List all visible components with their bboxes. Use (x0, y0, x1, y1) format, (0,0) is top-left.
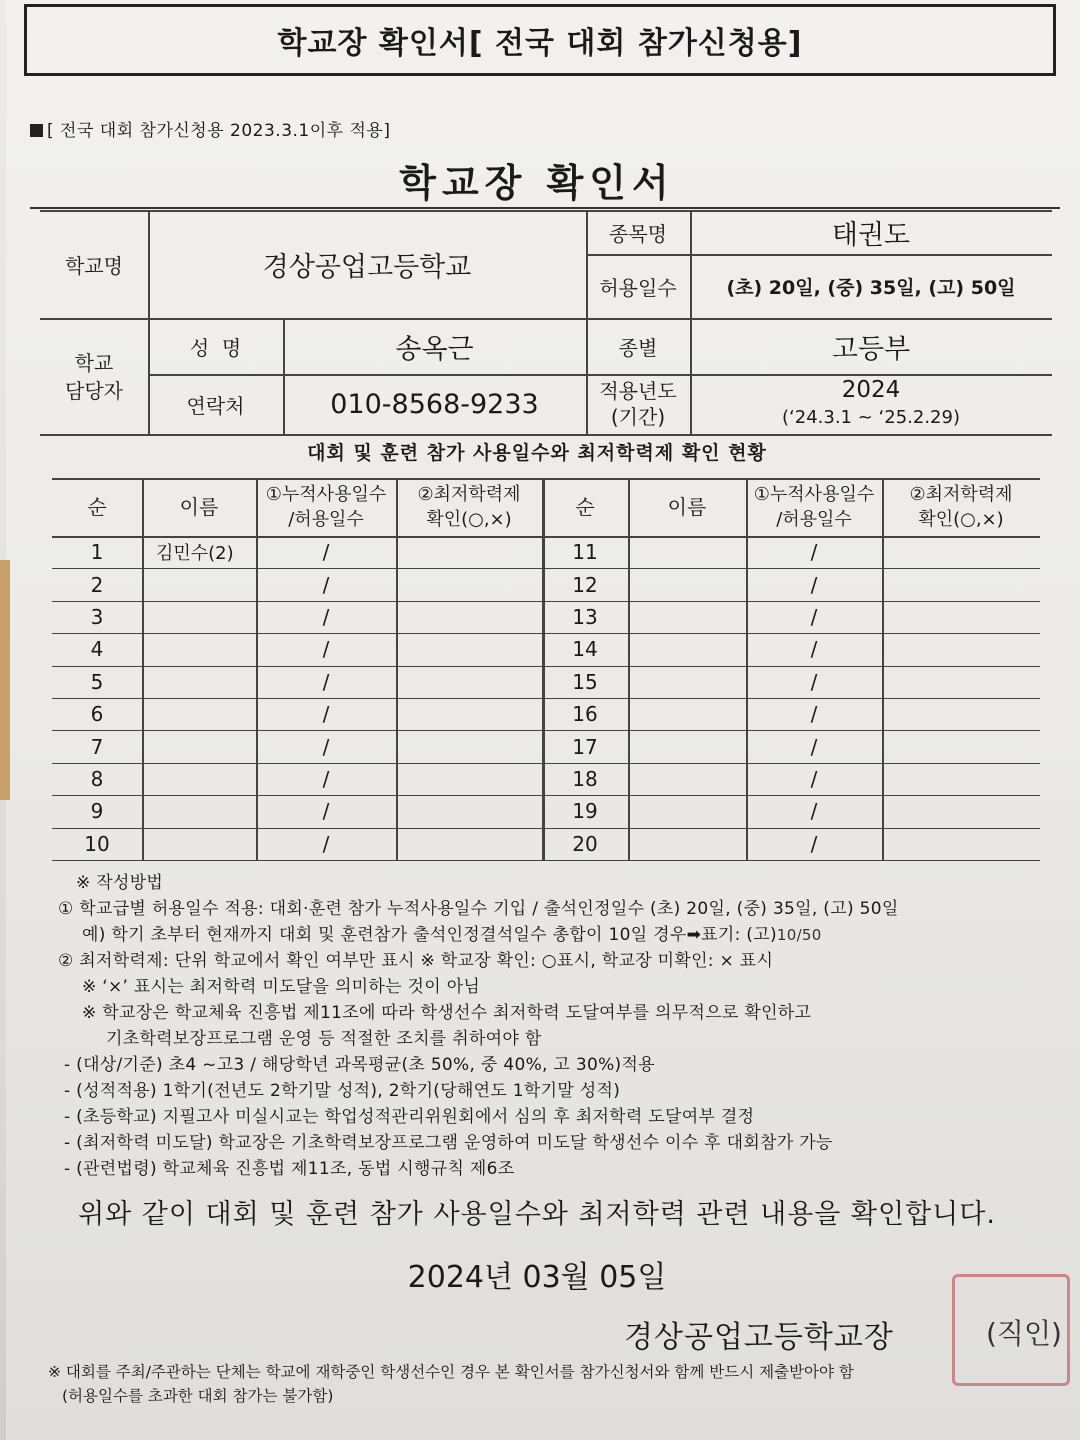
note-2b: ※ 학교장은 학교체육 진흥법 제11조에 따라 학생선수 최저학력 도달여부를 의무적으로 확인하고 (82, 1003, 812, 1023)
sport-value: 태권도 (831, 219, 911, 251)
note-1-example (58, 922, 1048, 948)
header-check-right-line1: ②최저학력제 (909, 484, 1013, 505)
period-value (690, 374, 1052, 434)
days-used-cell: / (322, 734, 330, 759)
min-academic-check-cell (882, 666, 1040, 698)
period-label (586, 374, 690, 434)
student-name-cell (628, 795, 746, 827)
student-name-cell (142, 828, 256, 860)
min-academic-check-cell (396, 601, 542, 633)
days-used-cell: / (322, 604, 330, 629)
subheading-text: [ 전국 대회 참가신청용 2023.3.1이후 적용] (47, 121, 391, 141)
min-academic-check-cell (396, 633, 542, 665)
days-used-cell: / (810, 669, 818, 694)
footer-line-1: ※ 대회를 주최/주관하는 단체는 학교에 재학중인 학생선수인 경우 본 확인서를 참가신청서와 함께 반드시 제출받아야 함 (48, 1363, 854, 1381)
header-check-right-line2: 확인(○,×) (918, 509, 1004, 530)
days-used-cell: / (322, 766, 330, 791)
row-number: 18 (572, 766, 598, 791)
row-number: 15 (572, 669, 598, 694)
school-name-value: 경상공업고등학교 (262, 251, 472, 283)
student-name-cell (628, 601, 746, 633)
days-used-cell: / (810, 604, 818, 629)
row-number: 16 (572, 702, 598, 727)
row-number: 13 (572, 604, 598, 629)
sport-label: 종목명 (609, 221, 667, 246)
min-academic-check-cell (396, 828, 542, 860)
title-divider (30, 207, 1060, 209)
name-label: 성 명 (189, 335, 242, 360)
header-check-left-line1: ②최저학력제 (417, 484, 521, 505)
note-2a: ※ ‘×’ 표시는 최저학력 미도달을 의미하는 것이 아님 (82, 977, 481, 997)
student-name-cell (142, 601, 256, 633)
period-label-line1: 적용년도 (599, 379, 677, 403)
row-number: 12 (572, 572, 598, 597)
days-used-cell: / (810, 799, 818, 824)
min-academic-check-cell (882, 763, 1040, 795)
row-number: 11 (572, 540, 598, 565)
days-used-cell: / (810, 702, 818, 727)
period-range: (‘24.3.1 ~ ‘25.2.29) (782, 407, 960, 428)
note-bullet-1: - (대상/기준) 초4 ~고3 / 해당학년 과목평균(초 50%, 중 40%, 고 30%)적용 (64, 1055, 655, 1075)
min-academic-check-cell (396, 536, 542, 568)
student-name-cell (142, 568, 256, 600)
header-check-left (396, 478, 542, 536)
note-2c: 기초학력보장프로그램 운영 등 적절한 조치를 취하여야 함 (106, 1029, 542, 1049)
note-2: ② 최저학력제: 단위 학교에서 확인 여부만 표시 ※ 학교장 확인: ○표시, 학교장 미확인: × 표시 (58, 951, 774, 971)
min-academic-check-cell (396, 730, 542, 762)
row-number: 20 (572, 831, 598, 856)
days-used-cell: / (322, 669, 330, 694)
min-academic-check-cell (396, 698, 542, 730)
header-name-left: 이름 (179, 494, 219, 519)
phone-value: 010-8568-9233 (330, 388, 539, 420)
division-label: 종별 (618, 335, 658, 360)
days-used-cell: / (322, 540, 330, 565)
contact-person-label (40, 318, 148, 436)
header-days-right-line2: /허용일수 (776, 509, 852, 530)
min-academic-check-cell (882, 633, 1040, 665)
min-academic-check-cell (882, 828, 1040, 860)
year-value: 2024 (841, 377, 901, 403)
division-value: 고등부 (831, 333, 911, 365)
student-name-cell (628, 666, 746, 698)
header-days-left-line1: ①누적사용일수 (265, 484, 387, 505)
header-days-right (746, 478, 882, 536)
student-name-cell (628, 633, 746, 665)
row-number: 6 (90, 702, 104, 727)
contact-person-label-line2: 담당자 (65, 379, 123, 403)
min-academic-check-cell (396, 763, 542, 795)
student-name-cell (628, 730, 746, 762)
min-academic-check-cell (882, 698, 1040, 730)
student-name-cell (142, 730, 256, 762)
school-name-label: 학교명 (65, 253, 123, 278)
issue-date: 2024년 03월 05일 (407, 1260, 667, 1295)
document-title: 학교장 확인서 (399, 161, 675, 205)
student-name-cell (142, 666, 256, 698)
note-1-example-value: 10/50 (776, 926, 822, 944)
note-bullet-5: - (관련법령) 학교체육 진흥법 제11조, 동법 시행규칙 제6조 (64, 1159, 515, 1179)
header-days-left-line2: /허용일수 (288, 509, 364, 530)
row-number: 2 (90, 572, 104, 597)
notes-heading: ※ 작성방법 (76, 873, 164, 893)
footer-line-2: (허용일수를 초과한 대회 참가는 불가함) (62, 1387, 334, 1405)
header-name-right: 이름 (667, 494, 707, 519)
row-number: 8 (90, 766, 104, 791)
row-number: 19 (572, 799, 598, 824)
min-academic-check-cell (882, 730, 1040, 762)
days-used-cell: / (810, 766, 818, 791)
min-academic-check-cell (882, 568, 1040, 600)
note-bullet-3: - (초등학교) 지필고사 미실시교는 학업성적관리위원회에서 심의 후 최저학력 도달여부 결정 (64, 1107, 755, 1127)
header-days-left (256, 478, 396, 536)
row-number: 17 (572, 734, 598, 759)
header-check-right (882, 478, 1040, 536)
row-number: 7 (90, 734, 104, 759)
header-days-right-line1: ①누적사용일수 (753, 484, 875, 505)
instructions (58, 870, 1048, 1182)
days-used-cell: / (810, 540, 818, 565)
note-1: ① 학교급별 허용일수 적용: 대회·훈련 참가 누적사용일수 기입 / 출석인정일수 (초) 20일, (중) 35일, (고) 50일 (58, 899, 899, 919)
days-used-cell: / (322, 831, 330, 856)
phone-label: 연락처 (186, 393, 245, 418)
header-check-left-line2: 확인(○,×) (426, 509, 512, 530)
contact-person-label-line1: 학교 (74, 351, 114, 375)
min-academic-check-cell (882, 795, 1040, 827)
days-used-cell: / (322, 702, 330, 727)
student-name-cell (628, 828, 746, 860)
period-label-line2: (기간) (610, 405, 666, 429)
note-bullet-4: - (최저학력 미도달) 학교장은 기초학력보장프로그램 운영하여 미도달 학생선수 이수 후 대회참가 가능 (64, 1133, 833, 1153)
days-used-cell: / (810, 734, 818, 759)
days-used-cell: / (322, 572, 330, 597)
student-name-cell (142, 633, 256, 665)
students-table (52, 478, 1040, 860)
days-used-cell: / (322, 637, 330, 662)
name-value: 송옥근 (395, 333, 474, 365)
min-academic-check-cell (396, 795, 542, 827)
min-academic-check-cell (882, 601, 1040, 633)
student-name-cell: 김민수(2) (156, 543, 234, 565)
note-bullet-2: - (성적적용) 1학기(전년도 2학기말 성적), 2학기(당해연도 1학기말 성적) (64, 1081, 621, 1101)
days-used-cell: / (322, 799, 330, 824)
info-table (40, 210, 1052, 436)
banner-title: 학교장 확인서[ 전국 대회 참가신청용] (24, 4, 1056, 76)
principal-signature: 경상공업고등학교장 (624, 1320, 894, 1355)
header-num-right: 순 (575, 494, 595, 519)
student-name-cell (628, 763, 746, 795)
note-1-example-text: 예) 학기 초부터 현재까지 대회 및 훈련참가 출석인정결석일수 총합이 10일 경우➡표기: (고) (82, 925, 777, 945)
min-academic-check-cell (882, 536, 1040, 568)
row-number: 3 (90, 604, 104, 629)
subheading (30, 116, 390, 141)
header-num-left: 순 (87, 494, 107, 519)
student-name-cell (628, 698, 746, 730)
confirmation-statement: 위와 같이 대회 및 훈련 참가 사용일수와 최저학력 관련 내용을 확인합니다. (78, 1199, 996, 1230)
row-number: 14 (572, 637, 598, 662)
row-number: 5 (90, 669, 104, 694)
allowed-days-value: (초) 20일, (중) 35일, (고) 50일 (726, 276, 1016, 299)
row-number: 9 (90, 799, 104, 824)
min-academic-check-cell (396, 568, 542, 600)
row-number: 4 (90, 637, 104, 662)
row-number: 1 (90, 540, 104, 565)
student-name-cell (628, 568, 746, 600)
allowed-days-label: 허용일수 (599, 275, 677, 300)
footer-note (48, 1360, 1068, 1408)
student-name-cell (628, 536, 746, 568)
days-used-cell: / (810, 831, 818, 856)
table-caption: 대회 및 훈련 참가 사용일수와 최저학력제 확인 현황 (307, 442, 767, 464)
days-used-cell: / (810, 572, 818, 597)
min-academic-check-cell (396, 666, 542, 698)
seal-label: (직인) (986, 1317, 1062, 1350)
days-used-cell: / (810, 637, 818, 662)
student-name-cell (142, 763, 256, 795)
square-bullet-icon (30, 124, 43, 137)
student-name-cell (142, 698, 256, 730)
student-name-cell (142, 795, 256, 827)
row-number: 10 (84, 831, 110, 856)
desk-edge (0, 560, 10, 800)
